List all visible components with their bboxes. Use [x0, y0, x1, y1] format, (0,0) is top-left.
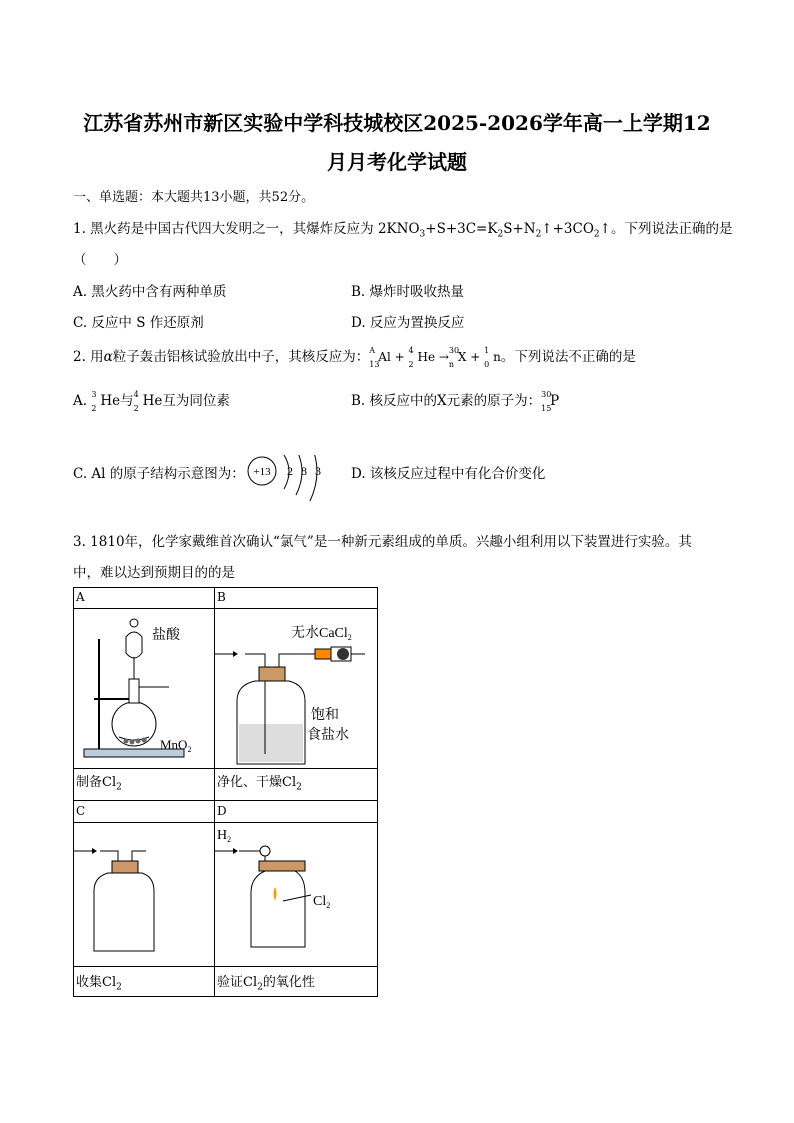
cell-d-caption: 验证$Cl_2$的氧化性: [217, 975, 315, 993]
q3-apparatus-table: [73, 587, 378, 997]
cell-b-caption: 净化、干燥$Cl_2$: [217, 775, 302, 793]
shell-3: 3: [315, 464, 321, 478]
apparatus-d-drawing: [215, 823, 379, 966]
q1-option-a: A. 黑火药中含有两种单质: [73, 284, 227, 300]
shell-2: 8: [301, 464, 307, 478]
q1-option-b: B. 爆炸时吸收热量: [351, 284, 465, 300]
q3-stem-line2: 中，难以达到预期目的的是: [73, 565, 235, 581]
q1-stem: 1. 黑火药是中国古代四大发明之一，其爆炸反应为 $2KNO_3+S+3C=K_2S+N_2↑+3CO_2↑$。下列说法正确的是: [73, 221, 733, 240]
q1-option-c: C. 反应中 S 作还原剂: [73, 315, 204, 331]
cell-c-caption: 收集$Cl_2$: [76, 975, 122, 993]
brine-label-2: 食盐水: [307, 728, 349, 743]
doc-title-line1: 江苏省苏州市新区实验中学科技城校区2025-2026学年高一上学期12: [83, 111, 711, 135]
cell-a-caption: 制备$Cl_2$: [76, 775, 122, 793]
shell-1: 2: [287, 464, 293, 478]
cell-d-label: D: [217, 804, 227, 818]
mno2-label: MnO$_2$: [160, 737, 192, 754]
q1-paren: （ ）: [73, 252, 127, 268]
q2-option-a: A. 3 2 He与 4 2 He互为同位素: [73, 389, 230, 413]
q2-option-b: B. 核反应中的X元素的原子为： 30 15 P: [351, 389, 560, 413]
hcl-label: 盐酸: [152, 628, 180, 643]
q2-option-c: C. Al 的原子结构示意图为：: [73, 466, 245, 482]
doc-title-line2: 月月考化学试题: [327, 150, 467, 174]
nucleus-label: +13: [253, 466, 271, 478]
apparatus-b-drawing: [215, 609, 379, 768]
q3-stem-line1: 3. 1810年，化学家戴维首次确认“氯气”是一种新元素组成的单质。兴趣小组利用以下装置进行实验。其: [73, 534, 692, 550]
cell-a-label: A: [76, 590, 85, 604]
q2-stem: 2. 用α粒子轰击铝核试验放出中子，其核反应为： A 13 Al + 4 2 He → 30 n X + 1 0 n。下列说法不正确的是: [73, 345, 636, 369]
q2-option-d: D. 该核反应过程中有化合价变化: [351, 466, 546, 482]
h2-label: $H_2$: [217, 828, 232, 844]
section-heading: 一、单选题：本大题共13小题，共52分。: [73, 190, 315, 205]
cell-c-label: C: [76, 804, 86, 818]
q1-option-d: D. 反应为置换反应: [351, 315, 465, 331]
apparatus-a-drawing: [74, 609, 214, 768]
brine-label-1: 饱和: [311, 708, 339, 723]
cacl2-label: 无水CaCl$_2$: [291, 626, 352, 642]
cl2-label: $Cl_2$: [313, 894, 331, 910]
apparatus-c-drawing: [74, 823, 214, 966]
al-atom-diagram: [246, 455, 336, 530]
cell-b-label: B: [217, 590, 226, 604]
nuclear-equation: A 13 Al + 4 2 He → 30 n X + 1 0 n: [369, 345, 501, 369]
